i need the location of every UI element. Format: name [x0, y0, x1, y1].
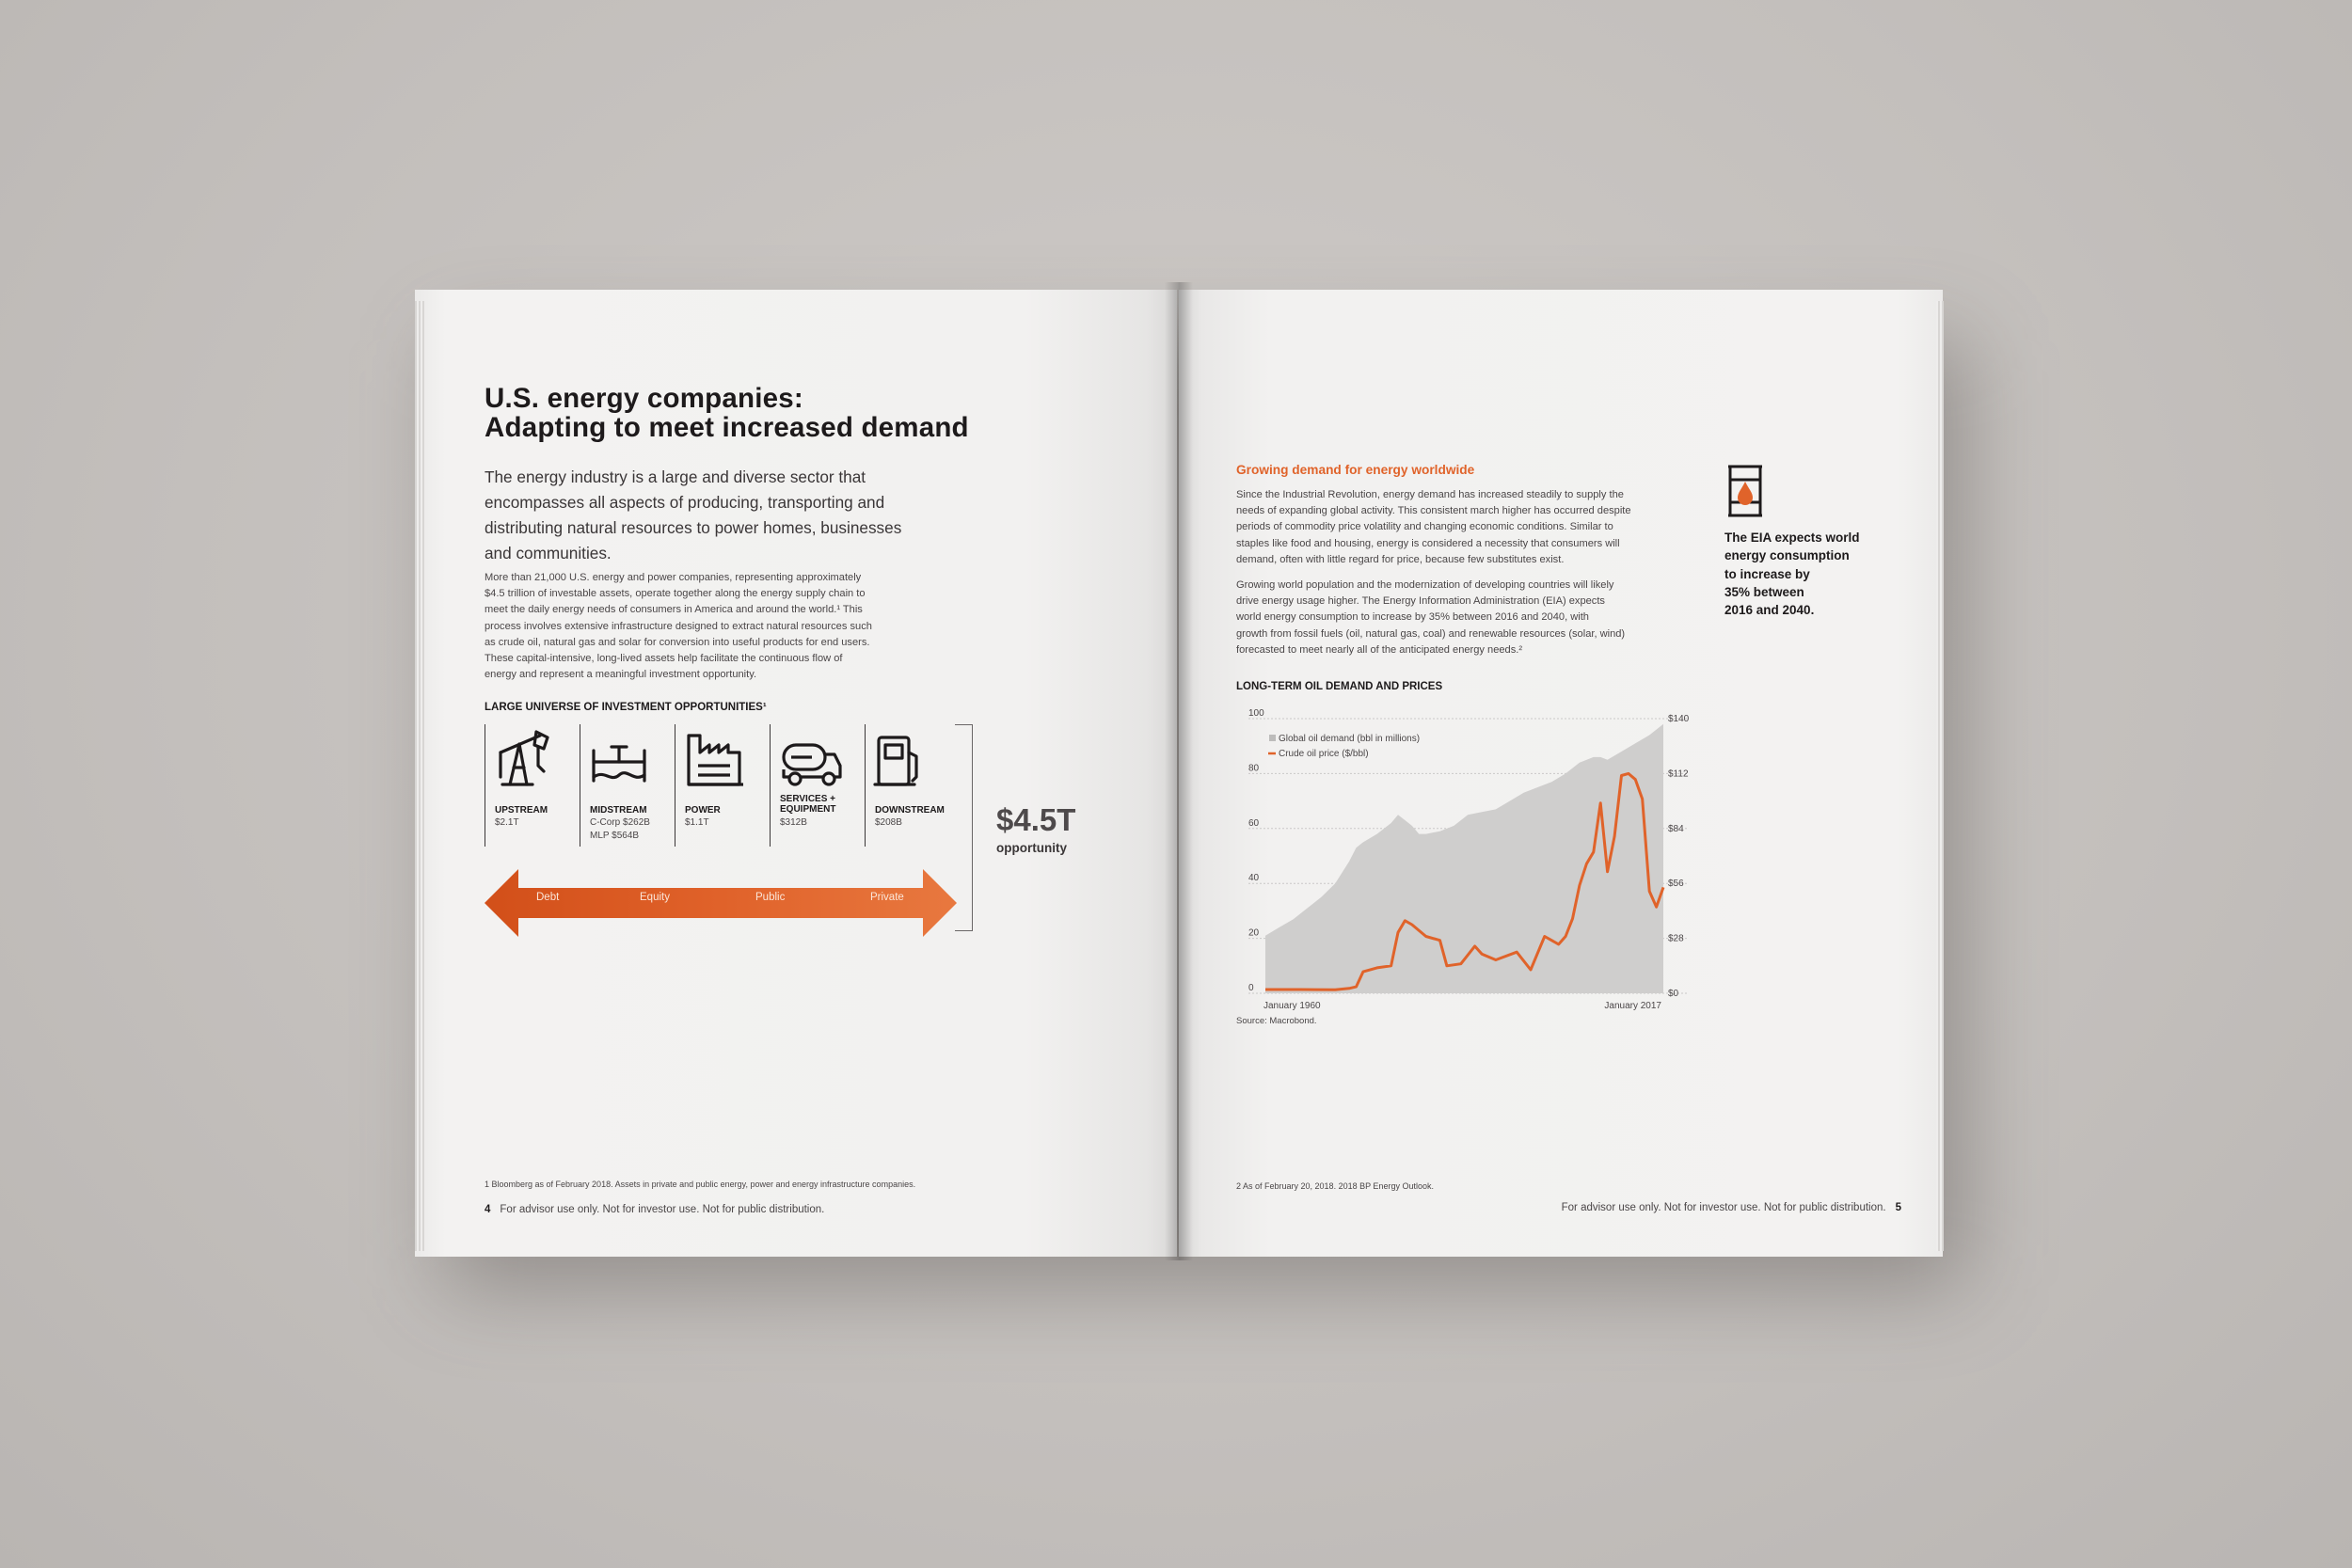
- right-tick-label: $0: [1668, 989, 1679, 999]
- category-value: $2.1T: [495, 817, 519, 828]
- body-line: More than 21,000 U.S. energy and power companies, representing approximately: [485, 572, 862, 583]
- category-value: MLP $564B: [590, 831, 640, 841]
- pipeline-icon: [590, 728, 656, 794]
- body-line: as crude oil, natural gas and solar for conversion into useful products for end users.: [485, 636, 870, 648]
- page-title: [485, 384, 969, 442]
- category-value: $208B: [875, 817, 902, 828]
- left-tick-label: 0: [1248, 983, 1254, 993]
- oil-pump-icon: [495, 728, 561, 794]
- title-line: Adapting to meet increased demand: [485, 412, 969, 443]
- section-heading: Growing demand for energy worldwide: [1236, 463, 1475, 477]
- category-name: POWER: [685, 805, 721, 816]
- body-line: forecasted to meet nearly all of the anticipated energy needs.²: [1236, 643, 1523, 656]
- category-services-equipment: [770, 724, 863, 847]
- legend-swatch-demand: [1269, 735, 1276, 741]
- body-line: energy and represent a meaningful investment opportunity.: [485, 669, 757, 681]
- legend-price: Crude oil price ($/bbl): [1279, 749, 1369, 759]
- chart-title: LONG-TERM OIL DEMAND AND PRICES: [1236, 681, 1443, 692]
- callout-line: 35% between: [1724, 584, 1804, 599]
- left-tick-label: 100: [1248, 708, 1264, 719]
- category-power: [675, 724, 768, 847]
- page-edges-left: [415, 301, 424, 1251]
- left-tick-label: 60: [1248, 817, 1260, 829]
- right-page: [1179, 290, 1943, 1257]
- lead-line: and communities.: [485, 544, 612, 562]
- callout-line: 2016 and 2040.: [1724, 603, 1815, 618]
- body-line: demand, often with little regard for price, because few substitutes exist.: [1236, 553, 1565, 565]
- body-line: needs of expanding global activity. This consistent march higher has occurred despite: [1236, 505, 1631, 517]
- lead-line: The energy industry is a large and diverse sector that: [485, 467, 866, 486]
- category-value: C-Corp $262B: [590, 817, 650, 828]
- lead-line: distributing natural resources to power homes, businesses: [485, 518, 902, 537]
- body-line: staples like food and housing, energy is considered a necessity that consumers will: [1236, 537, 1620, 549]
- oil-demand-area: [1265, 724, 1663, 993]
- left-page: [415, 290, 1177, 1257]
- right-tick-label: $28: [1668, 933, 1684, 944]
- footnote: 2 As of February 20, 2018. 2018 BP Energy Outlook.: [1236, 1181, 1434, 1191]
- right-tick-label: $56: [1668, 879, 1684, 890]
- category-name: SERVICES + EQUIPMENT: [780, 794, 836, 815]
- body-line: periods of commodity price volatility and changing economic conditions. Similar to: [1236, 521, 1613, 533]
- left-tick-label: 80: [1248, 763, 1260, 774]
- callout-line: energy consumption: [1724, 548, 1850, 563]
- arrow-label-debt: Debt: [536, 892, 560, 903]
- right-tick-label: $112: [1668, 768, 1689, 780]
- capital-spectrum-arrow: [485, 869, 957, 937]
- investment-categories: [485, 724, 964, 856]
- total-opportunity: $4.5T: [996, 802, 1076, 837]
- arrow-label-public: Public: [755, 892, 786, 903]
- body-line: $4.5 trillion of investable assets, operate together along the energy supply chain to: [485, 588, 866, 600]
- body-line: drive energy usage higher. The Energy Information Administration (EIA) expects: [1236, 595, 1605, 608]
- x-tick-label: January 2017: [1604, 1001, 1661, 1011]
- category-upstream: [485, 724, 578, 847]
- category-downstream: [865, 724, 958, 847]
- category-value: $312B: [780, 817, 807, 828]
- x-tick-label: January 1960: [1263, 1001, 1321, 1011]
- right-tick-label: $140: [1668, 714, 1690, 724]
- page-edges-right: [1936, 301, 1944, 1251]
- page-footer: [1562, 1202, 1901, 1213]
- callout-line: The EIA expects world: [1724, 531, 1860, 545]
- body-line: These capital-intensive, long-lived assets help facilitate the continuous flow of: [485, 653, 843, 665]
- arrow-label-equity: Equity: [640, 892, 670, 903]
- body-paragraph: [485, 570, 974, 683]
- page-footer: [485, 1204, 824, 1215]
- category-midstream: [580, 724, 673, 847]
- body-line: growth from fossil fuels (oil, natural gas, coal) and renewable resources (solar, wind): [1236, 627, 1626, 640]
- left-tick-label: 20: [1248, 927, 1260, 939]
- category-name: MIDSTREAM: [590, 805, 647, 816]
- legend-demand: Global oil demand (bbl in millions): [1279, 734, 1421, 744]
- lead-paragraph: [485, 465, 974, 566]
- callout-line: to increase by: [1724, 566, 1810, 581]
- body-paragraphs: [1236, 487, 1631, 658]
- lead-line: encompasses all aspects of producing, transporting and: [485, 493, 885, 512]
- footer-text: For advisor use only. Not for investor use. Not for public distribution.: [500, 1204, 825, 1215]
- power-plant-icon: [685, 728, 751, 794]
- category-name: DOWNSTREAM: [875, 805, 945, 816]
- body-line: world energy consumption to increase by 35% between 2016 and 2040, with: [1236, 611, 1589, 624]
- chart-source: Source: Macrobond.: [1236, 1016, 1317, 1026]
- callout-text: [1724, 529, 1860, 619]
- category-value: $1.1T: [685, 817, 709, 828]
- total-opportunity-label: opportunity: [996, 841, 1067, 855]
- section-label: LARGE UNIVERSE OF INVESTMENT OPPORTUNITIES¹: [485, 702, 767, 713]
- body-line: Growing world population and the modernization of developing countries will likely: [1236, 579, 1614, 592]
- bracket-line: [955, 724, 973, 931]
- body-line: Since the Industrial Revolution, energy demand has increased steadily to supply the: [1236, 489, 1624, 500]
- title-line: U.S. energy companies:: [485, 383, 803, 414]
- footer-text: For advisor use only. Not for investor use. Not for public distribution.: [1561, 1202, 1886, 1213]
- oil-barrel-icon: [1724, 465, 1766, 517]
- footnote: 1 Bloomberg as of February 2018. Assets in private and public energy, power and energy infrastructure companies.: [485, 1180, 916, 1189]
- left-tick-label: 40: [1248, 873, 1260, 884]
- arrow-label-private: Private: [870, 892, 904, 903]
- fuel-pump-icon: [875, 728, 941, 794]
- tanker-truck-icon: [780, 728, 846, 794]
- body-line: meet the daily energy needs of consumers in America and around the world.¹ This: [485, 604, 863, 616]
- right-tick-label: $84: [1668, 823, 1684, 834]
- page-number: 5: [1895, 1202, 1901, 1213]
- book-spine: [1165, 282, 1193, 1260]
- category-name: UPSTREAM: [495, 805, 548, 816]
- body-line: process involves extensive infrastructure designed to extract natural resources such: [485, 620, 872, 632]
- oil-demand-price-chart: [1216, 698, 1706, 1011]
- page-number: 4: [485, 1204, 491, 1215]
